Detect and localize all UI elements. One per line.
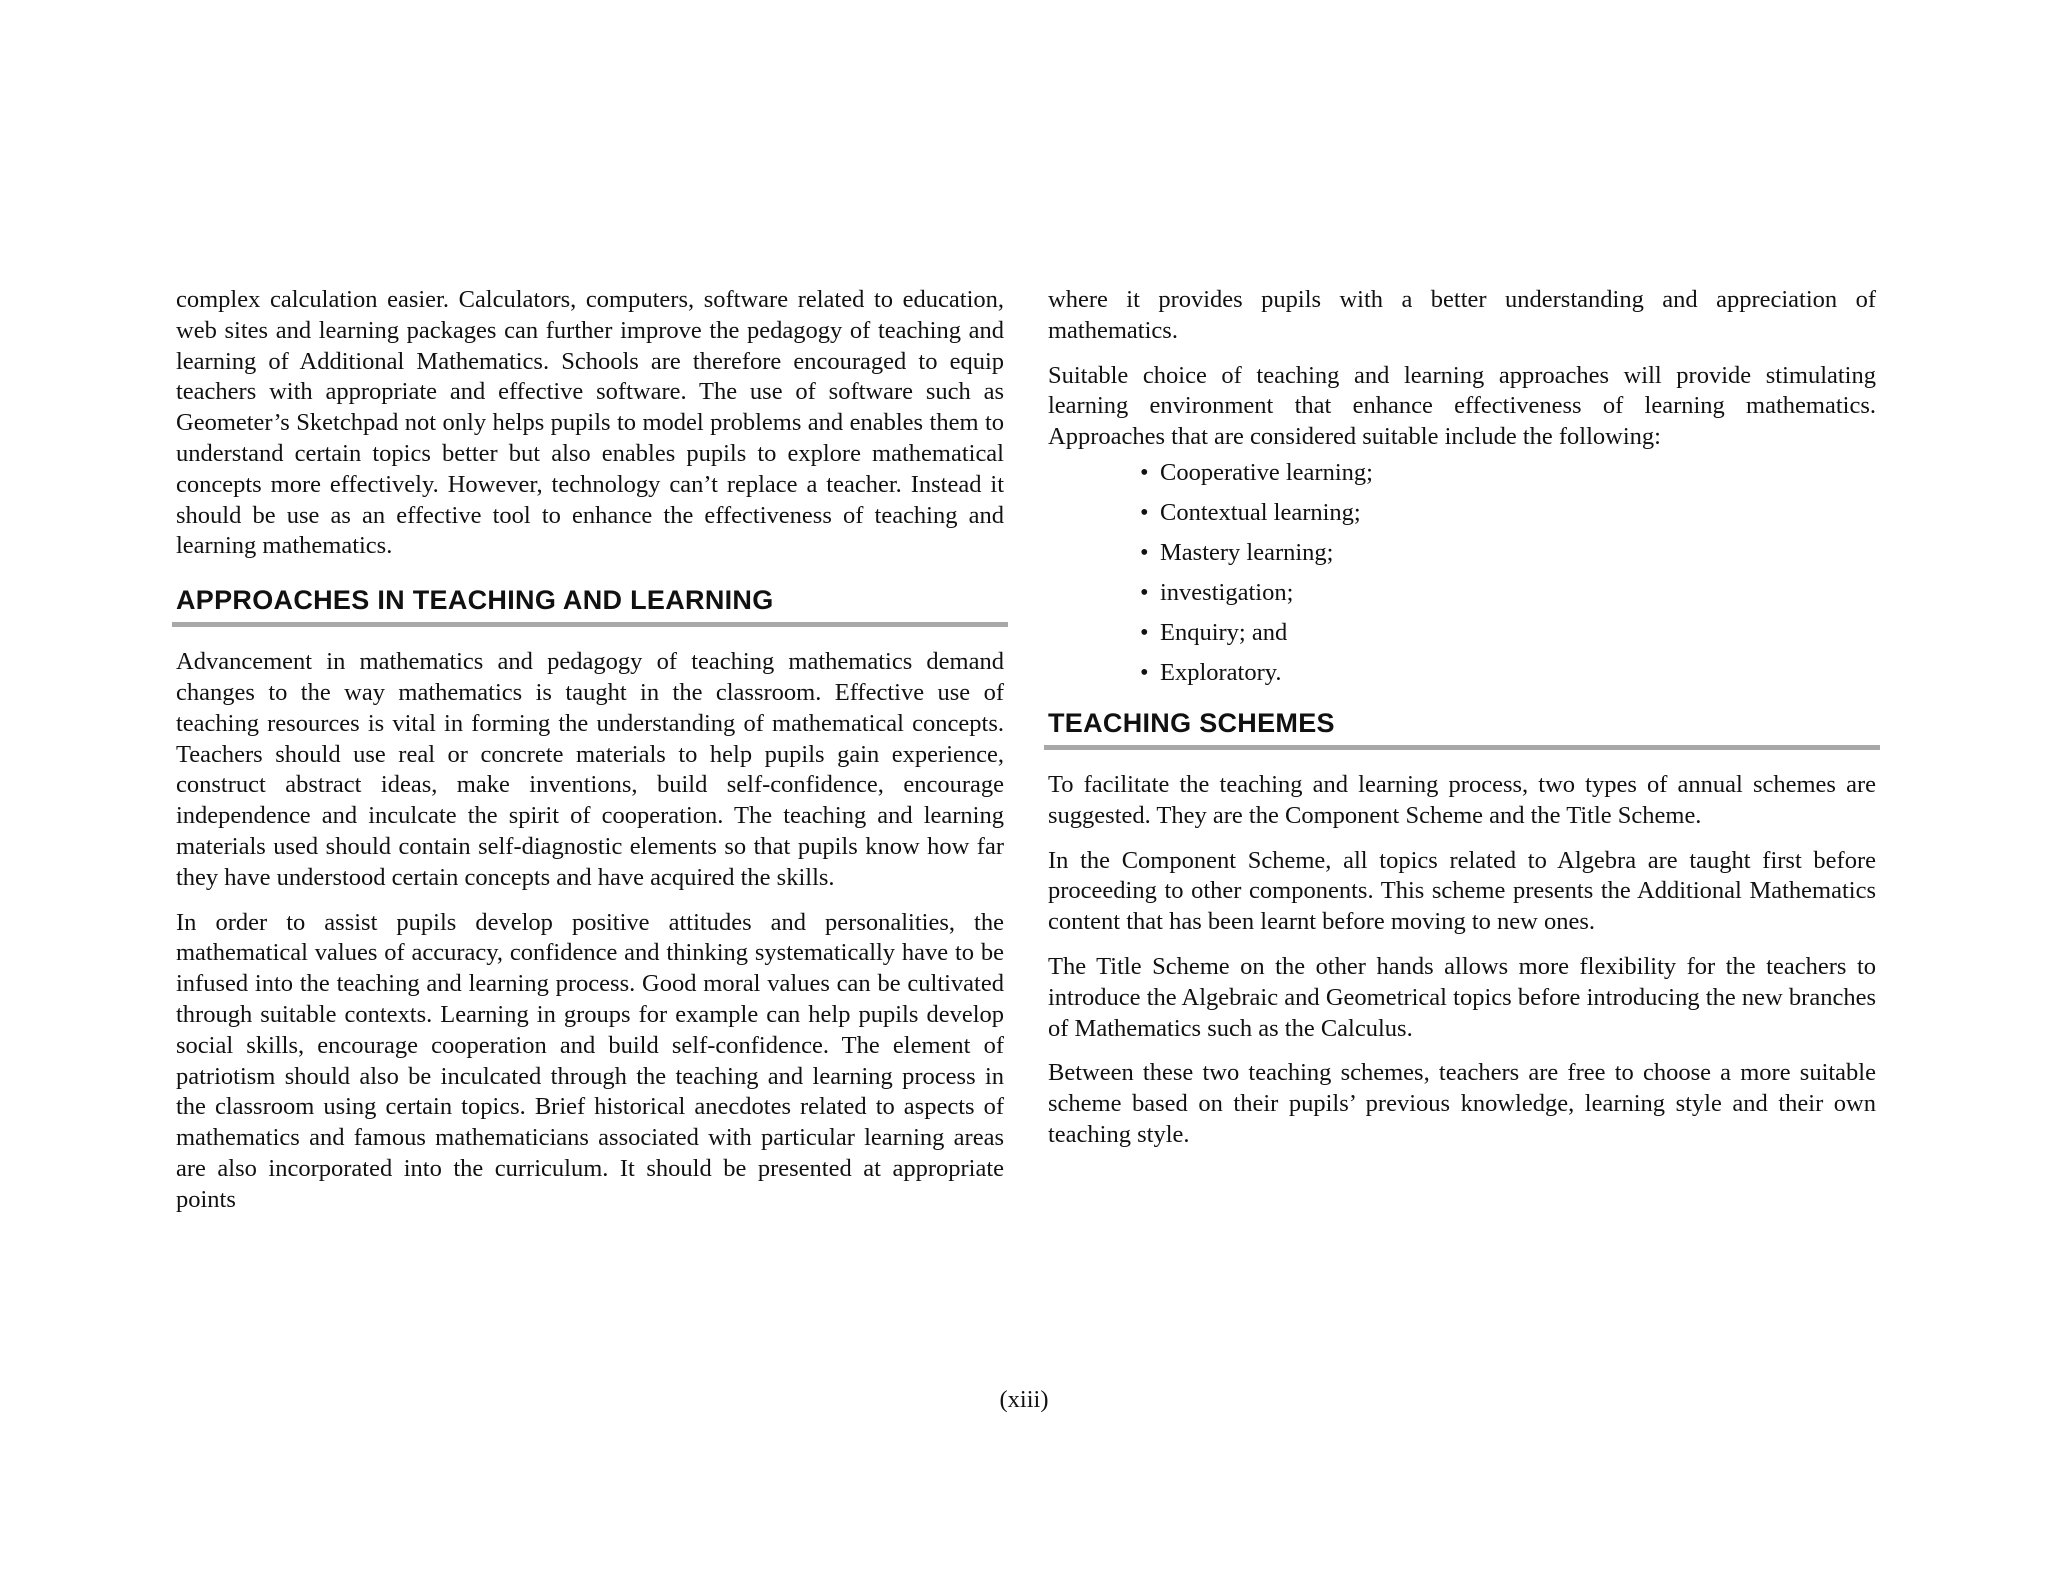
- facilitate-paragraph: To facilitate the teaching and learning process, two types of annual schemes are suggested. They are the Component Scheme and the Title Scheme.: [1048, 770, 1876, 829]
- list-item: • Contextual learning;: [1138, 493, 1876, 533]
- advancement-paragraph: Advancement in mathematics and pedagogy of teaching mathematics demand changes to the way mathematics is taught in the classroom. Effective use of teaching resources is vital in forming the understanding of mathematical concepts. Teachers should use real or concrete materials to help pupils gain experience, construct abstract ideas, make inventions, build self-confidence, encourage independence and inculcate the spirit of cooperation. The teaching and learning materials used should contain self-diagnostic elements so that pupils know how far they have understood certain concepts and have acquired the skills.: [176, 648, 1004, 891]
- list-item: • Enquiry; and: [1138, 613, 1876, 653]
- title-scheme-paragraph: The Title Scheme on the other hands allows more flexibility for the teachers to introduce the Algebraic and Geometrical topics before introducing the new branches of Mathematics such as the Calculus.: [1048, 952, 1876, 1042]
- heading-divider: [172, 622, 1008, 627]
- list-item: • Cooperative learning;: [1138, 453, 1876, 493]
- left-column: [176, 285, 1004, 1216]
- values-paragraph: In order to assist pupils develop positive attitudes and personalities, the mathematical values of accuracy, confidence and thinking systematically have to be infused into the teaching and learning process. Good moral values can be cultivated through suitable contexts. Learning in groups for example can help pupils develop social skills, encourage cooperation and build self-confidence. The element of patriotism should also be inculcated through the teaching and learning process in the classroom using certain topics. Brief historical anecdotes related to aspects of mathematics and famous mathematicians associated with particular learning areas are also incorporated into the curriculum. It should be presented at appropriate points: [176, 908, 1004, 1213]
- approaches-list: [1048, 453, 1876, 693]
- approach-choice-paragraph: Suitable choice of teaching and learning approaches will provide stimulating learning environment that enhance effectiveness of learning mathematics. Approaches that are considered suitable include the following:: [1048, 361, 1876, 451]
- schemes-heading: TEACHING SCHEMES: [1048, 707, 1335, 738]
- right-column: [1048, 285, 1876, 1151]
- schemes-heading-block: [1048, 707, 1876, 750]
- page-number: (xiii): [999, 1386, 1049, 1413]
- component-scheme-paragraph: In the Component Scheme, all topics related to Algebra are taught first before proceeding to other components. This scheme presents the Additional Mathematics content that has been learnt before moving to new ones.: [1048, 846, 1876, 936]
- continued-paragraph: where it provides pupils with a better understanding and appreciation of mathematics.: [1048, 286, 1876, 344]
- between-schemes-paragraph: Between these two teaching schemes, teachers are free to choose a more suitable scheme based on their pupils’ previous knowledge, learning style and their own teaching style.: [1048, 1059, 1876, 1148]
- list-item: • Exploratory.: [1138, 653, 1876, 693]
- list-item: • Mastery learning;: [1138, 533, 1876, 573]
- list-item: • investigation;: [1138, 573, 1876, 613]
- approaches-heading: APPROACHES IN TEACHING AND LEARNING: [176, 585, 774, 616]
- heading-divider: [1044, 745, 1880, 750]
- approaches-heading-block: [176, 584, 1004, 627]
- intro-paragraph: complex calculation easier. Calculators, computers, software related to education, web sites and learning packages can further improve the pedagogy of teaching and learning of Additional Mathematics. Schools are therefore encouraged to equip teachers with appropriate and effective software. The use of software such as Geometer’s Sketchpad not only helps pupils to model problems and enables them to understand certain topics better but also enables pupils to explore mathematical concepts more effectively. However, technology can’t replace a teacher. Instead it should be use as an effective tool to enhance the effectiveness of teaching and learning mathematics.: [176, 286, 1004, 560]
